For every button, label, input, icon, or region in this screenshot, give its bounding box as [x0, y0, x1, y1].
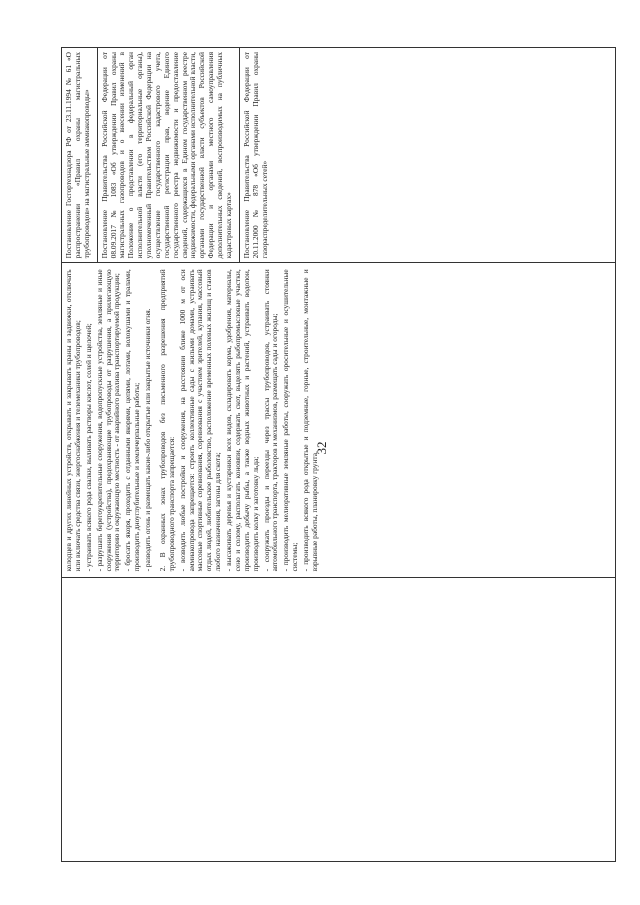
paragraph: - возводить любые постройки и сооружения, на расстоянии ближе 1000 м от оси аммиакопровода запрещается: строить коллективные сады с жилыми домами, устраивать массовые спортивные соревнования, соревнования с участием зрителей, купания, массовый отдых людей, любительское рыболовство, расположение временных полевых жилищ и станов любого назначения, загоны для скота;	[177, 268, 222, 571]
list-item	[62, 48, 98, 262]
list-item	[97, 48, 239, 262]
paragraph: - производить всякого рода открытые и подземные, горные, строительные, монтажные и взрывные работы, планировку грунта.	[300, 268, 319, 571]
legal-basis-list	[62, 48, 615, 262]
paragraph: - разводить огонь и размещать какие-либо открытые или закрытые источники огня.	[142, 308, 152, 571]
paragraph: - бросать якоря, проходить с отданными якорями, цепями, лотами, волокушами и тралами, производить дноуглубительные и землечерпальные работы;	[122, 268, 141, 571]
page-number: 32	[314, 441, 329, 455]
table-row	[61, 47, 615, 861]
empty-cell	[61, 577, 615, 861]
regulations-table	[61, 47, 616, 862]
paragraph: - производить мелиоративные земляные работы, сооружать оросительные и осушительные системы;	[280, 268, 299, 571]
list-item	[239, 48, 614, 262]
paragraph: - высаживать деревья и кустарники всех видов, складировать корма, удобрения, материалы, сено и солому, располагать коновязи, содержать скот, выделять рыбопромысловые участки, производить добычу рыбы, а также водных животных и растений, устраивать водопои, производить колку и заготовку льда;	[223, 268, 260, 571]
legal-act-text: Постановление Правительства Российской Федерации от 20.11.2000 № 878 «Об утверждении Правил охраны газораспределительных сетей»	[241, 51, 268, 258]
paragraph: - разрушать берегоукрепительные сооружения, водопропускные устройства, земляные и иные сооружения (устройства), предохраняющие трубопроводы от разрушения, а прилегающую территорию и окружающую местность - от аварийного разлива транспортируемой продукции;	[94, 268, 121, 571]
paragraph: - сооружать проезды и переезды через трассы трубопроводов, устраивать стоянки автомобильного транспорта, тракторов и механизмов, размещать сады и огороды;	[261, 268, 279, 571]
paragraph: 2. В охранных зонах трубопроводов без письменного разрешения предприятий трубопроводного транспорта запрещается:	[157, 268, 176, 571]
legal-act-text: Постановление Госгортехнадзора РФ от 23.11.1994 № 61 «О распространении «Правил охраны магистральных трубопроводов» на магистральные аммиакопроводы»	[63, 51, 91, 258]
legal-basis-cell	[61, 47, 615, 262]
legal-act-text: Постановление Правительства Российской Федерации от 08.09.2017 № 1083 «Об утверждении Правил охраны магистральных газопроводов и о внесении изменений в Положение о представлении в федеральный орган исполнительной власти (его территориальные органы), уполномоченный Правительством Российской Федерации на осуществление государственного кадастрового учета, государственной регистрации прав, ведение Единого государственного реестра недвижимости и предоставление сведений, содержащихся в Едином государственном реестре недвижимости, федеральными органами исполнительной власти, органами государственной власти субъектов Российской Федерации и органами местного самоуправления дополнительных сведений, воспроизводимых на публичных кадастровых картах»	[99, 51, 233, 258]
rotated-table-container	[61, 47, 616, 862]
paragraph: колодцев и других линейных устройств, открывать и закрывать краны и задвижки, отключать или включать средства связи, энергоснабжения и телемеханики трубопроводов;	[63, 268, 82, 571]
paragraph: - устраивать всякого рода свалки, выливать растворы кислот, солей и щелочей;	[83, 322, 93, 571]
restrictions-cell	[61, 262, 615, 577]
